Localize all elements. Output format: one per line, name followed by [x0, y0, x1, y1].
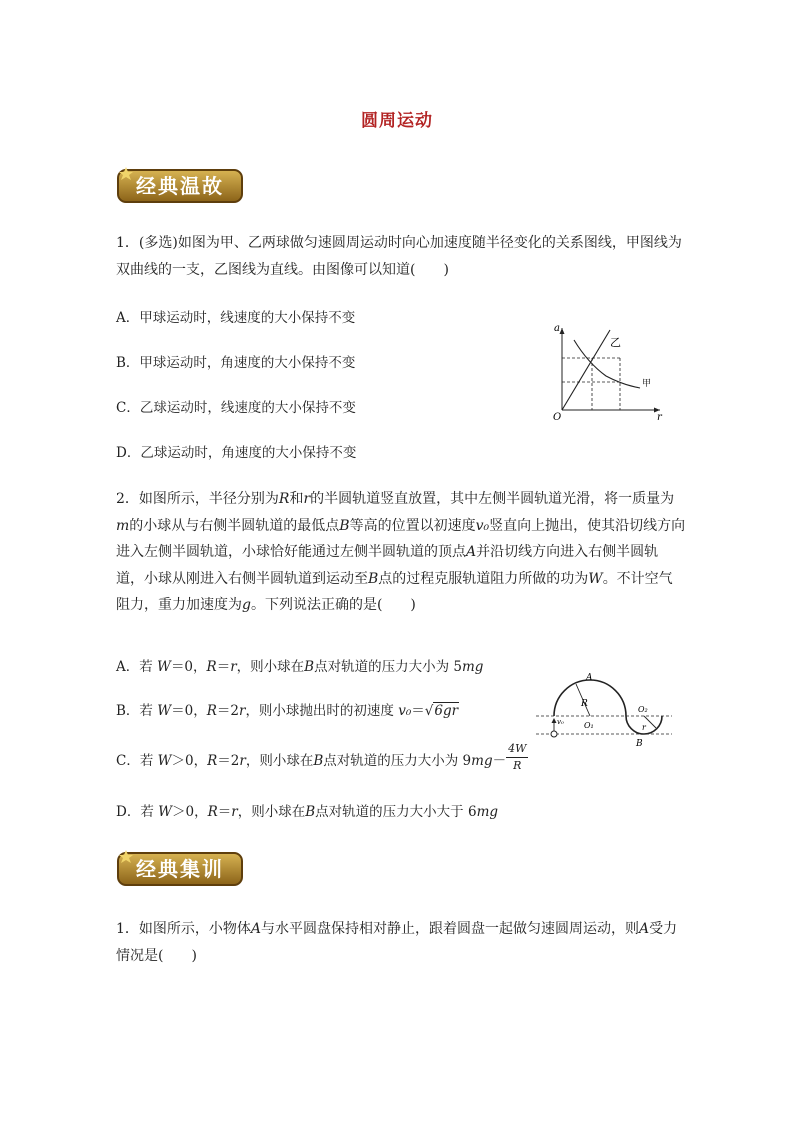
text: ＝ — [411, 703, 425, 719]
text: ＝0， — [170, 659, 207, 675]
numerator: 4W — [506, 741, 528, 758]
fraction — [506, 741, 528, 774]
var: mg — [476, 804, 499, 820]
var: r — [231, 804, 238, 820]
var: B — [368, 570, 379, 587]
text: － — [492, 753, 507, 769]
var: r — [239, 753, 246, 769]
var: W — [588, 570, 603, 587]
text: 和 — [289, 491, 304, 507]
var: W — [158, 804, 173, 820]
var: R — [206, 659, 217, 675]
var: R — [206, 703, 217, 719]
var: B — [304, 659, 315, 675]
x-axis-label: r — [657, 412, 662, 422]
var: W — [157, 659, 171, 675]
text: D．若 — [116, 804, 159, 820]
var: A — [466, 544, 477, 560]
page-title: 圆周运动 — [361, 111, 433, 131]
q2-figure-track — [534, 664, 674, 750]
text: 与水平圆盘保持相对静止，跟着圆盘一起做匀速圆周运动，则 — [261, 921, 640, 937]
var: v₀ — [475, 517, 490, 534]
var: B — [339, 517, 350, 534]
arrow-head-icon — [552, 718, 557, 723]
origin-label: O — [553, 412, 562, 422]
line-yi — [562, 330, 610, 410]
text: A．若 — [116, 659, 158, 675]
left-semicircle-track — [554, 680, 626, 716]
var: r — [303, 491, 311, 507]
line-label: 乙 — [610, 336, 621, 349]
var: W — [157, 703, 172, 719]
q1-stem: 1．(多选)如图为甲、乙两球做匀速圆周运动时向心加速度随半径变化的关系图线，甲图线为双曲线的一支，乙图线为直线。由图像可以知道( ) — [116, 235, 682, 278]
text: ＝ — [216, 659, 231, 675]
text: 点对轨道的压力大小为 5 — [314, 659, 462, 675]
var: v₀ — [398, 703, 412, 719]
q2-option-a — [116, 657, 483, 677]
denominator: R — [513, 759, 522, 772]
curve-label: 甲 — [642, 379, 652, 389]
var: A — [250, 921, 262, 937]
q2-option-b — [116, 701, 459, 721]
text: ＝2 — [217, 753, 240, 769]
text: 点的过程克服轨道阻力所做的功为 — [378, 570, 589, 587]
q2-option-c — [116, 741, 528, 781]
text: 。下列说法正确的是( ) — [250, 597, 416, 613]
q2-option-d — [116, 802, 498, 822]
text: 2．如图所示，半径分别为 — [116, 491, 279, 507]
label-O2: O₂ — [638, 705, 648, 714]
var: R — [278, 491, 290, 507]
text: 受力情况是( ) — [116, 921, 678, 964]
label-r: r — [642, 723, 646, 732]
text: ，则小球抛出时的初速度 — [245, 703, 399, 719]
text: ＞0， — [172, 804, 208, 820]
text: 竖直向上抛出，使其沿切线方向进入左侧半圆轨道，小球恰好能通过左侧半圆轨道的顶点 — [116, 517, 686, 560]
text: ＝0， — [171, 703, 207, 719]
q1-option-c: C．乙球运动时，线速度的大小保持不变 — [116, 400, 356, 416]
badge-label: 经典温故 — [136, 174, 224, 198]
text: 。不计空气阻力，重力加速度为 — [116, 570, 673, 613]
text: ＝ — [217, 804, 232, 820]
text: 的半圆轨道竖直放置，其中左侧半圆轨道光滑，将一质量为 — [310, 491, 675, 507]
text: ，则小球在 — [237, 804, 306, 820]
label-B: B — [636, 739, 643, 749]
var: W — [157, 753, 172, 769]
radicand: 6gr — [434, 703, 459, 719]
var: R — [207, 753, 218, 769]
var: r — [238, 703, 246, 719]
text: 点对轨道的压力大小为 9 — [323, 753, 472, 769]
q1-figure-graph — [548, 318, 670, 422]
q2-stem — [116, 486, 686, 619]
ball — [551, 731, 557, 737]
text: C．若 — [116, 753, 158, 769]
text: ，则小球在 — [245, 753, 314, 769]
var: B — [313, 753, 324, 769]
curve-jia — [574, 340, 640, 388]
q1-option-d: D．乙球运动时，角速度的大小保持不变 — [116, 445, 357, 461]
y-axis-label: a — [554, 323, 560, 334]
section-badge-review — [116, 167, 244, 205]
var: r — [230, 659, 237, 675]
var: A — [639, 921, 650, 937]
section-badge-practice — [116, 850, 244, 888]
label-R: R — [581, 699, 588, 709]
var: mg — [471, 753, 493, 769]
q1-option-a: A．甲球运动时，线速度的大小保持不变 — [116, 310, 356, 326]
text: 1．如图所示，小物体 — [116, 921, 251, 937]
label-A: A — [586, 673, 593, 683]
label-O1: O₁ — [584, 721, 594, 730]
text: B．若 — [116, 703, 158, 719]
text: ＞0， — [171, 753, 208, 769]
text: 等高的位置以初速度 — [349, 517, 476, 534]
text: 并沿切线方向进入右侧半圆轨道，小球从刚进入右侧半圆轨道到运动至 — [116, 544, 659, 587]
var: B — [305, 804, 316, 820]
text: ＝2 — [216, 703, 239, 719]
sqrt-symbol: √ — [424, 703, 434, 719]
var: m — [116, 517, 130, 534]
text: ，则小球在 — [236, 659, 305, 675]
text: 点对轨道的压力大小大于 6 — [315, 804, 477, 820]
var: R — [207, 804, 218, 820]
badge-label: 经典集训 — [136, 857, 224, 881]
text: 的小球从与右侧半圆轨道的最低点 — [129, 517, 340, 534]
var: g — [242, 597, 251, 613]
q3-stem — [116, 916, 686, 970]
var: mg — [461, 659, 484, 675]
y-axis-arrow — [560, 328, 565, 334]
label-v0: v₀ — [557, 718, 564, 726]
q1-option-b: B．甲球运动时，角速度的大小保持不变 — [116, 355, 356, 371]
